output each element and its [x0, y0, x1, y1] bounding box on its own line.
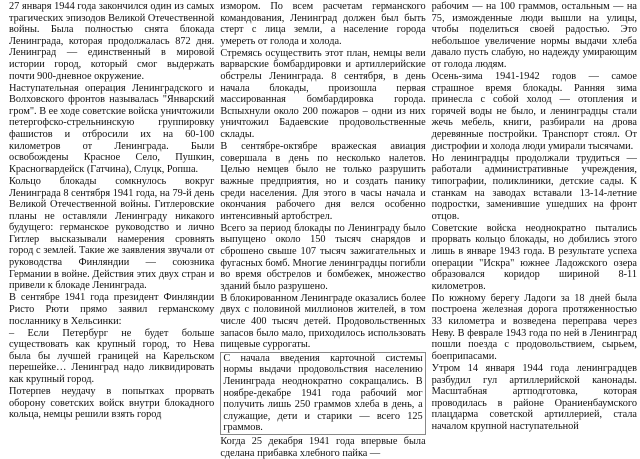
- paragraph: Но ленинградцы продолжали трудиться — работали административные учреждения, типографии, поликлиники, детские сады. К станкам на заводах вставали 13-14-летние подростки, заменившие ушедших на фронт отцов.: [431, 152, 637, 222]
- paragraph: рабочим — на 100 граммов, остальным — на 75, изможденные люди вышли на улицы, чтобы поделиться своей радостью. Это небольшое увеличение нормы выдачи хлеба давало пусть слабую, но надежду умирающим от голода людям.: [431, 1, 637, 70]
- paragraph: Стремясь осуществить этот план, немцы вели варварские бомбардировки и артиллерийские обстрелы Ленинграда. 8 сентября, в день начала блокады, произошла первая массированная бомбардировка города. Вспыхнули около 200 пожаров – одни из них уничтожил Бадаевские продовольственные склады.: [220, 47, 426, 141]
- paragraph: В сентябре-октябре вражеская авиация совершала в день по несколько налетов. Целью немцев было не только разрушить важные предприятия, но и создать панику среди населения. Для этого в часы начала и окончания рабочего дня велся особенно интенсивный артобстрел.: [220, 141, 426, 222]
- paragraph: Всего за период блокады по Ленинграду было выпущено около 150 тысяч снарядов и сброшено свыше 107 тысяч зажигательных и фугасных бомб. Многие ленинградцы погибли во время обстрелов и бомбежек, множество зданий было разрушено.: [220, 222, 426, 292]
- paragraph: Наступательная операция Ленинградского и Волховского фронтов называлась "Январский гром". В ее ходе советские войска уничтожили петергофско-стрельнинскую группировку фашистов и отбросили их на 60-100 километров от Ленинграда. Были освобождены Красное Село, Пушкин, Красногвардейск (Гатчина), Слуцк, Ропша.: [9, 82, 215, 175]
- paragraph: измором. По всем расчетам германского командования, Ленинград должен был быть стерт с лица земли, а население города умереть от голода и холода.: [220, 1, 426, 47]
- paragraph: Советские войска неоднократно пытались прорвать кольцо блокады, но добились этого лишь в январе 1943 года. В результате успеха операции "Искра" южнее Ладожского озера образовался коридор шириной 8-11 километров.: [431, 222, 637, 292]
- text-column-1: [9, 1, 214, 452]
- paragraph: В сентябре 1941 года президент Финляндии Ристо Рюти прямо заявил германскому посланнику в Хельсинки:: [9, 292, 215, 327]
- paragraph: Утром 14 января 1944 года ленинградцев разбудил гул артиллерийской канонады. Масштабная артподготовка, которая проводилась в районе Ораниенбаумского плацдарма советской артиллерией, стала началом крупной наступательной: [431, 362, 637, 432]
- paragraph: В блокированном Ленинграде оказались более двух с половиной миллионов жителей, в том числе 400 тысяч детей. Продовольственных запасов было мало, приходилось использовать пищевые суррогаты.: [220, 292, 426, 351]
- text-column-3: [432, 1, 637, 452]
- paragraph: По южному берегу Ладоги за 18 дней была построена железная дорога протяженностью 33 километра и возведена переправа через Неву. В феврале 1943 года по ней в Ленинград пошли поезда с продовольствием, сырьем, боеприпасами.: [431, 292, 637, 362]
- highlighted-paragraph: С начала введения карточной системы нормы выдачи продовольствия населению Ленинграда неоднократно сокращались. В ноябре-декабре 1941 года рабочий мог получить лишь 250 граммов хлеба в день, а служащие, дети и старики — всего 125 граммов.: [220, 352, 425, 435]
- paragraph: Кольцо блокады сомкнулось вокруг Ленинграда 8 сентября 1941 года, на 79-й день Великой Отечественной войны. Гитлеровские планы не оставляли Ленинграду никакого будущего: германское руководство и лично Гитлер высказывали намерения сровнять город с землей. Такие же заявления звучали от руководства Финляндии — союзника Германии в войне. Действия этих двух стран и привели к блокаде Ленинграда.: [9, 175, 215, 292]
- paragraph: 27 января 1944 года закончился один из самых трагических эпизодов Великой Отечественной войны. Была полностью снята блокада Ленинграда, которая продолжалась 872 дня. Ленинград — единственный в мировой истории город, который смог выдержать почти 900-дневное окружение.: [9, 1, 215, 82]
- quote-paragraph: – Если Петербург не будет больше существовать как крупный город, то Нева была бы лучшей границей на Карельском перешейке… Ленинград надо ликвидировать как крупный город.: [9, 327, 215, 385]
- paragraph: Когда 25 декабря 1941 года впервые была сделана прибавка хлебного пайка —: [220, 435, 426, 459]
- text-column-2: [220, 1, 426, 459]
- paragraph: Потерпев неудачу в попытках прорвать оборону советских войск внутри блокадного кольца, немцы решили взять город: [9, 386, 215, 421]
- paragraph: Осень-зима 1941-1942 годов — самое страшное время блокады. Ранняя зима принесла с собой холод — отопления и горячей воды не было, и ленинградцы стали жечь мебель, книги, разбирали на дрова деревянные постройки. Транспорт стоял. От дистрофии и холода люди умирали тысячами.: [431, 71, 637, 152]
